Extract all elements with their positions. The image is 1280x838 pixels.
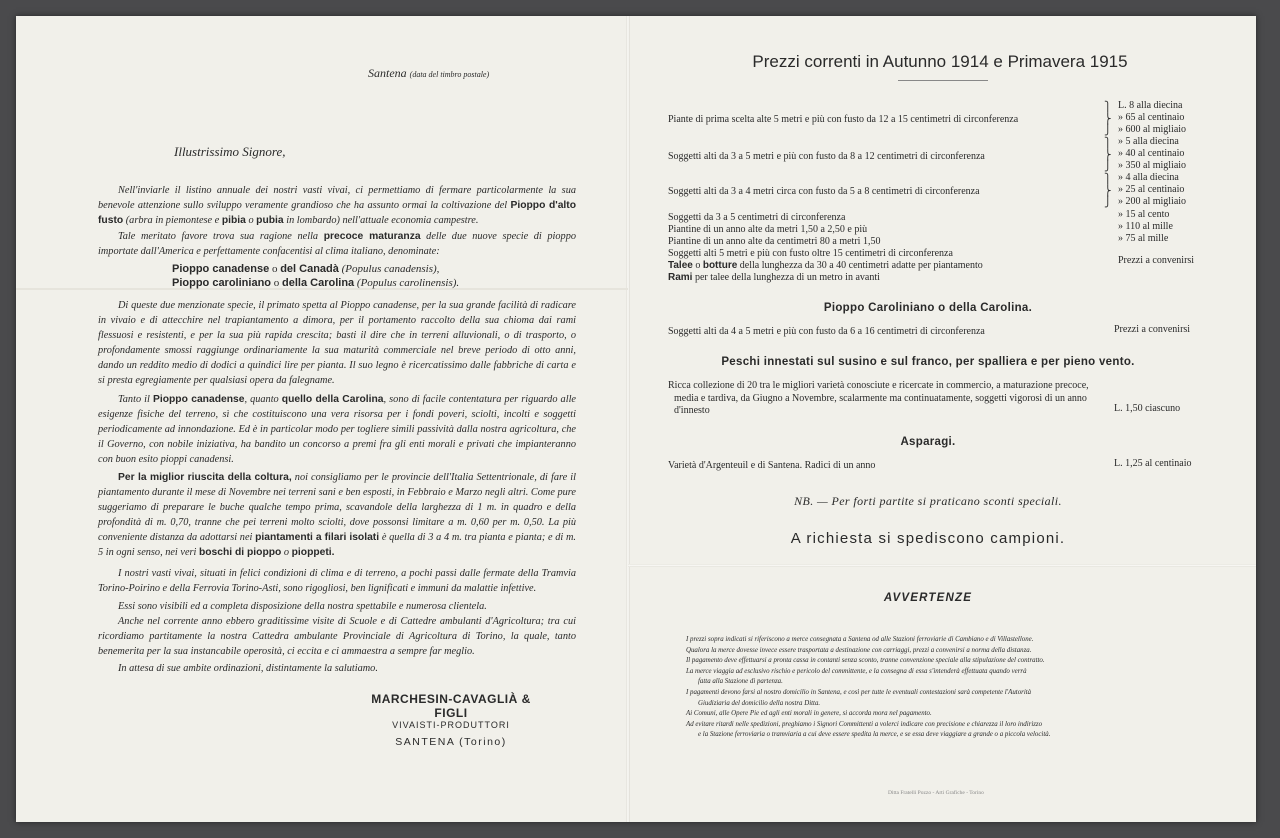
price-value: » 65 al centinaio	[1118, 112, 1185, 123]
avvertenza-line: Qualora la merce dovesse invece essere trasportata a destinazione con carriaggi, prezzi a convenirsi a norma della distanza.	[686, 646, 1032, 654]
avvertenza-line: fatta alla Stazione di partenza.	[698, 678, 783, 686]
price-row: Piante di prima scelta alte 5 metri e più con fusto da 12 a 15 centimetri di circonferenza	[668, 114, 1019, 125]
firm-name: MARCHESIN-CAVAGLIÀ & FIGLI	[371, 692, 531, 720]
avvertenza-line: Ad evitare ritardi nelle spedizioni, preghiamo i Signori Committenti a volerci indicare con precisione e chiarezza il loro indirizzo	[686, 720, 1043, 728]
price-value: » 110 al mille	[1118, 221, 1173, 232]
price-value: » 15 al cento	[1118, 209, 1170, 220]
paragraph-9: In attesa di sue ambite ordinazioni, distintamente la salutiamo.	[118, 663, 378, 674]
title-ornament	[898, 80, 988, 87]
brace: ⎫ ⎬ ⎭	[1104, 138, 1112, 172]
catalogue-sheet	[16, 16, 1256, 822]
firm-subtitle: VIVAISTI-PRODUTTORI	[392, 720, 510, 730]
price-value: » 25 al centinaio	[1118, 184, 1185, 195]
paragraph-6: I nostri vasti vivai, situati in felici condizioni di clima e di terreno, a pochi passi dalle fermate della Tramvia Torino-Poirino e della Ferrovia Torino-Asti, sono rigogliosi, ben lignificati e immuni da malattie infettive.	[98, 568, 576, 595]
price-value: » 40 al centinaio	[1118, 148, 1185, 159]
paragraph-2: Tale meritato favore trova sua ragione nella precoce maturanza delle due nuove specie di pioppo importate dall'America e perfettamente confacentisi al clima italiano, denominate:	[98, 231, 577, 258]
printer-imprint: Ditta Fratelli Pozzo - Arti Grafiche - Torino	[888, 790, 984, 796]
peschi-price: L. 1,50 ciascuno	[1114, 403, 1181, 414]
nb-note: NB. — Per forti partite si praticano sconti speciali.	[794, 494, 1062, 508]
price-row: Soggetti alti da 3 a 4 metri circa con fusto da 5 a 8 centimetri di circonferenza	[668, 186, 980, 197]
heading-carolina: Pioppo Caroliniano o della Carolina.	[823, 302, 1033, 314]
avvertenza-line: e la Stazione ferroviaria o tramviaria a cui deve essere spedita la merce, e se essa deve viaggiare a grande o a piccola velocità.	[698, 731, 1051, 739]
heading-asparagi: Asparagi.	[900, 436, 956, 448]
place-date	[368, 66, 489, 81]
pricelist-page	[628, 16, 1256, 822]
paragraph-8: Anche nel corrente anno ebbero graditissime visite di Scuole e di Cattedre ambulanti d'Agricoltura; tra cui ricordiamo partitamente la nostra Cattedra ambulante Provinciale di Agricoltura di Torino, la quale, tanto benemerita per la sua instancabile operosità, ci eccita e ci ammaestra a sempre far meglio.	[98, 616, 576, 658]
price-row: Rami per talee della lunghezza di un metro in avanti	[668, 272, 880, 283]
species-carolina: Pioppo caroliniano o della Carolina (Populus carolinensis).	[172, 277, 460, 289]
price-value: » 200 al migliaio	[1118, 196, 1187, 207]
paragraph-5: Per la miglior riuscita della coltura, noi consigliamo per le provincie dell'Italia Settentrionale, di fare il piantamento durante il mese di Novembre nei terreni sani e ben esposti, in Febbraio e Marzo negli altri. Come pure suggeriamo di preparare le buche qualche tempo prima, scavandole della larghezza di 1 m. in quadro e della profondità di m. 0,70, tranne che pei terreni molto sciolti, dove possonsi limitare a m. 0,60 per m. 0,50. La più conveniente distanza da adottarsi nei piantamenti a filari isolati è quella di 3 a 4 m. tra pianta e pianta; e di m. 5 in ogni senso, nei veri boschi di pioppo o pioppeti.	[98, 472, 577, 559]
heading-peschi: Peschi innestati sul susino e sul franco, per spalliera e per pieno vento.	[721, 356, 1135, 368]
price-row: Soggetti alti 5 metri e più con fusto oltre 15 centimetri di circonferenza	[668, 248, 953, 259]
peschi-text: Ricca collezione di 20 tra le migliori varietà conosciute e ricercate in commercio, a maturazione precoce, media e tardiva, da Giugno a Novembre, scalarmente ma continuatamente, soggetti vigorosi di un anno d'innesto	[668, 380, 1089, 416]
price-value: » 350 al migliaio	[1118, 160, 1187, 171]
price-value: L. 8 alla diecina	[1118, 100, 1183, 111]
price-value: » 75 al mille	[1118, 233, 1169, 244]
price-row: Soggetti alti da 3 a 5 metri e più con fusto da 8 a 12 centimetri di circonferenza	[668, 151, 985, 162]
place-note: (data del timbro postale)	[409, 70, 490, 79]
price-row: Talee o botture della lunghezza da 30 a 40 centimetri adatte per piantamento	[668, 260, 983, 271]
avvertenza-line: I prezzi sopra indicati si riferiscono a merce consegnata a Santena od alle Stazioni ferroviarie di Cambiano e di Villastellone.	[686, 636, 1034, 643]
price-row: Piantine di un anno alte da centimetri 80 a metri 1,50	[668, 236, 881, 247]
price-row: Soggetti da 3 a 5 centimetri di circonferenza	[668, 212, 846, 223]
price-row: Piantine di un anno alte da metri 1,50 a 2,50 e più	[668, 224, 868, 235]
paragraph-1: Nell'inviarle il listino annuale dei nostri vasti vivai, ci permettiamo di fermare particolarmente la sua benevole attenzione sullo sviluppo veramente grandioso che ha assunto ormai la coltivazione del Pioppo d'alto fusto (arbra in piemontese e pibia o pubia in lombardo) nell'attuale economia campestre.	[98, 185, 576, 227]
paragraph-4: Tanto il Pioppo canadense, quanto quello della Carolina, sono di facile contentatura per riguardo alle esigenze fisiche del terreno, sì che costituiscono una vera risorsa per i fondi poveri, sciolti, incolti e soggetti periodicamente ad innondazione. Ed è in particolar modo per togliere simili passività dalla nostra agricoltura, che il Governo, con nobile iniziativa, ha bandito un concorso a premi fra gli enti morali e privati che impianteranno con buon esito pioppi canadensi.	[98, 394, 576, 466]
pricelist-title: Prezzi correnti in Autunno 1914 e Primavera 1915	[752, 52, 1128, 71]
avvertenza-line: La merce viaggia ad esclusivo rischio e pericolo del committente, e la consegna di essa s'intenderà effettuata quando verrà	[686, 667, 1027, 675]
avvertenze-title: AVVERTENZE	[883, 592, 973, 604]
avvertenza-line: Il pagamento deve effettuarsi a pronta cassa in contanti senza sconto, tranne convenzione speciale alla stipulazione del contratto.	[686, 657, 1045, 665]
avvertenza-line: I pagamenti devono farsi al nostro domicilio in Santena, e così per tutte le eventuali contestazioni sarà competente l'Autorità	[686, 688, 1032, 696]
paragraph-3: Di queste due menzionate specie, il primato spetta al Pioppo canadense, per la sua grande facilità di radicare in vivaio e di attecchire nel trapiantamento a dimora, per il portamento raccolto della sua chioma dai rami flessuosi e resistenti, e per la sua più rapida crescita; basti il dire che in terreni alluvionali, o di trasporto, o profondamente smossi raggiunge ordinariamente la sua maturità commerciale nel breve periodo di otto anni, dando un reddito medio di dodici a quindici lire per pianta. Il suo legno è ricercatissimo dalle fabbriche di carta e si presta egregiamente per qualsiasi opera da falegname.	[98, 300, 576, 387]
signature-block	[356, 692, 546, 748]
price-value: » 600 al migliaio	[1118, 124, 1187, 135]
brace: ⎫ ⎬ ⎭	[1104, 174, 1112, 208]
place-name: Santena	[368, 66, 407, 80]
price-value: Prezzi a convenirsi	[1118, 255, 1195, 266]
price-value: » 4 alla diecina	[1118, 172, 1179, 183]
paragraph-7: Essi sono visibili ed a completa disposizione della nostra spettabile e numerosa clientela.	[118, 601, 487, 612]
carolina-price: Prezzi a convenirsi	[1114, 324, 1191, 335]
brace: ⎫ ⎬ ⎭	[1104, 102, 1112, 136]
salutation: Illustrissimo Signore,	[174, 144, 286, 159]
avvertenza-line: Giudiziaria del domicilio della nostra Ditta.	[698, 699, 821, 707]
price-value: » 5 alla diecina	[1118, 136, 1179, 147]
letter-page	[16, 16, 628, 822]
firm-town: SANTENA (Torino)	[395, 736, 507, 748]
avvertenza-line: Ai Comuni, alle Opere Pie ed agli enti morali in genere, si accorda mora nel pagamento.	[686, 710, 932, 718]
asparagi-price: L. 1,25 al centinaio	[1114, 458, 1192, 469]
carolina-row: Soggetti alti da 4 a 5 metri e più con fusto da 6 a 16 centimetri di circonferenza	[668, 326, 985, 337]
species-canadense: Pioppo canadense o del Canadà (Populus canadensis),	[172, 263, 440, 275]
asparagi-row: Varietà d'Argenteuil e di Santena. Radici di un anno	[668, 460, 876, 471]
avvertenze-list	[686, 635, 1226, 741]
campioni-note: A richiesta si spediscono campioni.	[790, 530, 1066, 547]
